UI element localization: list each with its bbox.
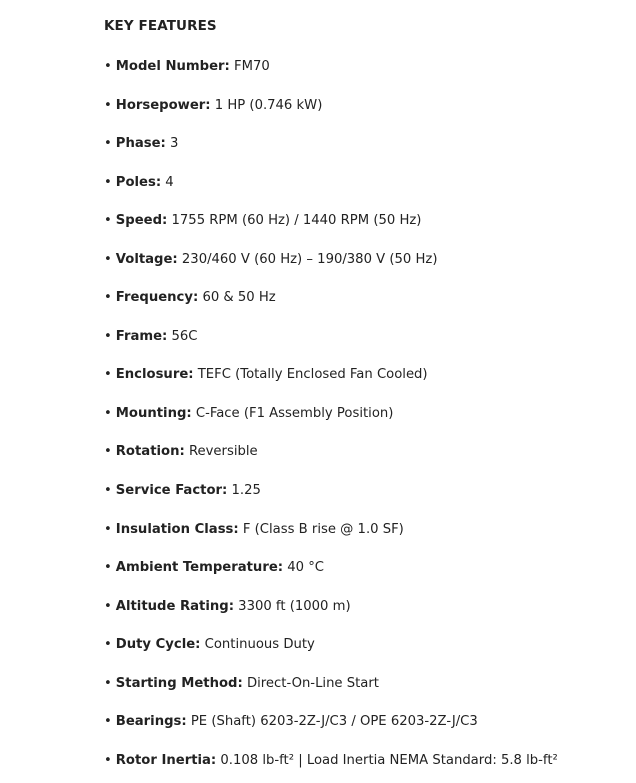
feature-label: Model Number: [115,59,230,74]
feature-frequency [104,288,558,327]
feature-insulation-class [104,520,558,559]
feature-label: Poles: [115,174,162,190]
bullet: • [104,675,112,691]
feature-label: Altitude Rating: [115,598,234,614]
feature-label: Enclosure: [115,367,194,383]
feature-horsepower [104,96,558,135]
bullet: • [104,752,112,768]
bullet: • [104,637,112,653]
bullet: • [104,521,112,537]
feature-value: 1755 RPM (60 Hz) / 1440 RPM (50 Hz) [167,213,422,229]
feature-label: Duty Cycle: [115,637,201,653]
feature-voltage [104,250,558,289]
feature-label: Rotor Inertia: [115,752,217,768]
feature-label: Service Factor: [115,483,228,499]
feature-value: TEFC (Totally Enclosed Fan Cooled) [193,367,428,383]
feature-value: PE (Shaft) 6203-2Z-J/C3 / OPE 6203-2Z-J/C3 [186,714,478,730]
feature-value: Reversible [184,444,258,460]
feature-value: Direct-On-Line Start [242,675,379,691]
feature-label: Starting Method: [115,675,243,691]
feature-poles [104,173,558,212]
feature-label: Mounting: [115,405,192,421]
feature-value: 4 [161,174,174,190]
feature-rotation [104,442,558,481]
feature-value: 1.25 [227,483,261,499]
feature-label: Frame: [115,328,168,344]
bullet: • [104,136,112,152]
feature-value: Continuous Duty [200,637,315,653]
feature-value: C-Face (F1 Assembly Position) [191,405,394,421]
feature-label: Speed: [115,213,168,229]
bullet: • [104,714,112,730]
feature-starting-method [104,674,558,713]
bullet: • [104,560,112,576]
bullet: • [104,444,112,460]
section-heading: KEY FEATURES [104,18,217,34]
feature-value: F (Class B rise @ 1.0 SF) [238,521,404,537]
bullet: • [104,598,112,614]
feature-rotor-inertia [104,751,558,783]
feature-label: Insulation Class: [115,521,239,537]
feature-value: FM70 [229,59,270,74]
feature-altitude-rating [104,597,558,636]
feature-label: Voltage: [115,251,178,267]
feature-value: 3300 ft (1000 m) [233,598,351,614]
feature-value: 1 HP (0.746 kW) [210,97,323,113]
feature-value: 40 °C [283,560,325,576]
feature-label: Frequency: [115,290,199,306]
bullet: • [104,97,112,113]
feature-speed [104,211,558,250]
feature-label: Phase: [115,136,166,152]
bullet: • [104,483,112,499]
feature-label: Rotation: [115,444,185,460]
feature-service-factor [104,481,558,520]
feature-label: Ambient Temperature: [115,560,284,576]
feature-enclosure [104,365,558,404]
bullet: • [104,328,112,344]
feature-label: Bearings: [115,714,187,730]
bullet: • [104,213,112,229]
feature-ambient-temperature [104,558,558,597]
feature-duty-cycle [104,635,558,674]
bullet: • [104,290,112,306]
feature-value: 60 & 50 Hz [198,290,276,306]
feature-value: 3 [165,136,179,152]
feature-bearings [104,712,558,751]
bullet: • [104,251,112,267]
feature-value: 56C [167,328,198,344]
bullet: • [104,174,112,190]
bullet: • [104,405,112,421]
feature-value: 0.108 lb-ft² | Load Inertia NEMA Standard: 5.8 lb-ft² [216,752,558,768]
feature-phase [104,134,558,173]
feature-mounting [104,404,558,443]
bullet: • [104,59,112,74]
feature-label: Horsepower: [115,97,211,113]
features-list [104,57,558,783]
bullet: • [104,367,112,383]
feature-value: 230/460 V (60 Hz) – 190/380 V (50 Hz) [177,251,438,267]
feature-model-number [104,57,558,96]
feature-frame [104,327,558,366]
